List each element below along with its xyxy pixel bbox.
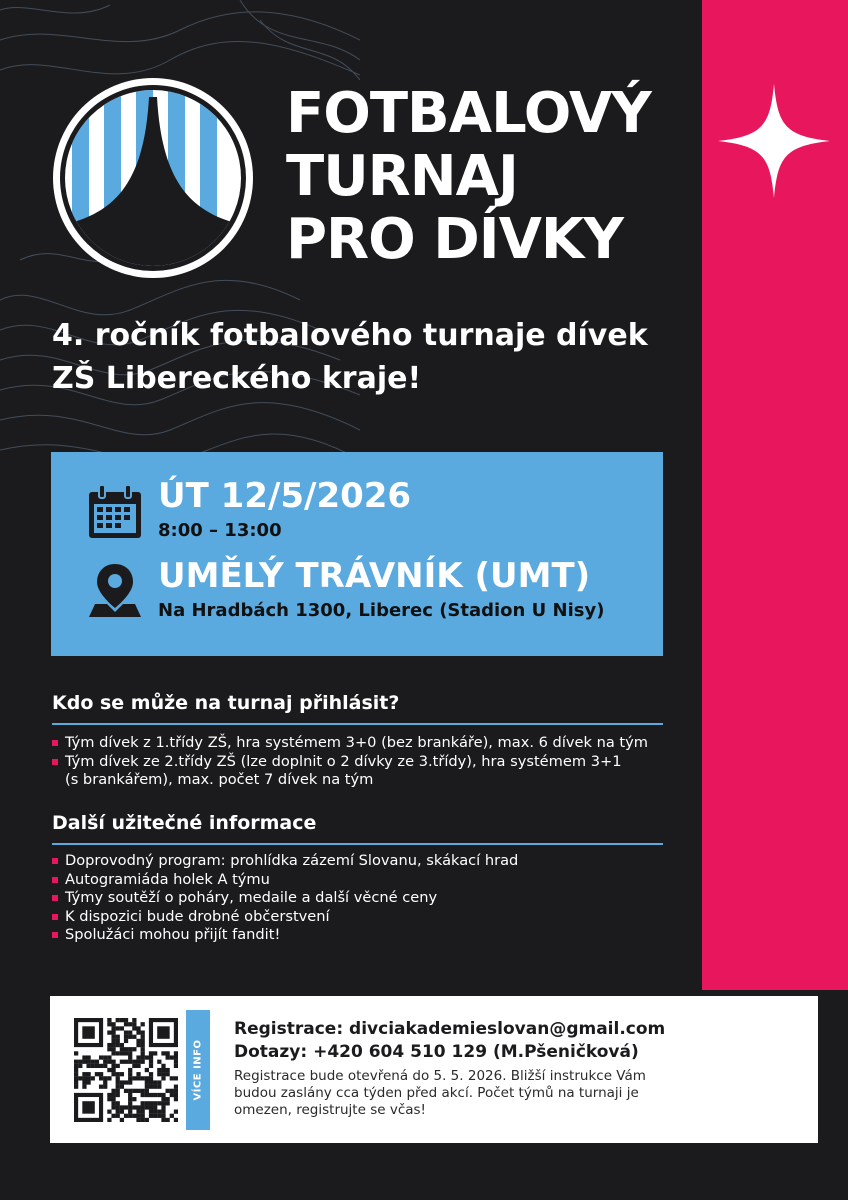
calendar-icon <box>87 484 143 540</box>
list-item-text: Spolužáci mohou přijít fandit! <box>65 926 281 943</box>
list-item-text: Autogramiáda holek A týmu <box>65 870 270 888</box>
registration-note <box>234 1068 674 1119</box>
list-item <box>52 908 672 927</box>
list-item-text: Tým dívek ze 2.třídy ZŠ (lze doplnit o 2 dívky ze 3.třídy), hra systémem 3+1 <box>65 752 622 770</box>
poster-title <box>286 82 651 271</box>
note-line: Registrace bude otevřená do 5. 5. 2026. Bližší instrukce Vám <box>234 1068 646 1084</box>
note-line: omezen, registrujte se včas! <box>234 1102 426 1118</box>
info-heading: Další užitečné informace <box>52 810 663 845</box>
title-line: PRO DÍVKY <box>286 207 623 272</box>
subtitle-line: 4. ročník fotbalového turnaje dívek <box>52 318 648 353</box>
event-details-box <box>51 452 663 656</box>
info-list <box>52 852 672 945</box>
more-info-label: VÍCE INFO <box>192 1039 204 1101</box>
list-item-text: K dispozici bude drobné občerstvení <box>65 907 330 925</box>
sparkle-star-icon <box>718 84 830 198</box>
club-logo <box>52 77 254 279</box>
bullet-square-icon <box>52 932 58 938</box>
bullet-square-icon <box>52 740 58 746</box>
eligibility-heading: Kdo se může na turnaj přihlásit? <box>52 690 663 725</box>
subtitle-line: ZŠ Libereckého kraje! <box>52 361 422 396</box>
event-date: ÚT 12/5/2026 <box>158 476 412 516</box>
bullet-square-icon <box>52 759 58 765</box>
poster-subtitle <box>52 314 682 400</box>
bullet-square-icon <box>52 858 58 864</box>
location-pin-icon <box>87 562 143 618</box>
list-item <box>52 871 672 890</box>
list-item-text: Tým dívek z 1.třídy ZŠ, hra systémem 3+0 (bez brankáře), max. 6 dívek na tým <box>65 734 648 751</box>
more-info-tab <box>186 1010 210 1130</box>
list-item-text: Doprovodný program: prohlídka zázemí Slovanu, skákací hrad <box>65 852 519 869</box>
list-item <box>52 753 672 790</box>
list-item <box>52 889 672 908</box>
list-item-text: Týmy soutěží o poháry, medaile a další věcné ceny <box>65 889 438 906</box>
list-item <box>52 852 672 871</box>
qr-code[interactable] <box>74 1018 178 1122</box>
list-item <box>52 734 672 753</box>
event-time: 8:00 – 13:00 <box>158 520 282 541</box>
title-line: FOTBALOVÝ <box>286 81 651 146</box>
event-address: Na Hradbách 1300, Liberec (Stadion U Nisy) <box>158 600 605 621</box>
event-venue: UMĚLÝ TRÁVNÍK (UMT) <box>158 556 591 596</box>
title-line: TURNAJ <box>286 144 518 209</box>
list-item <box>52 926 672 945</box>
note-line: budou zaslány cca týden před akcí. Počet týmů na turnaji je <box>234 1085 639 1101</box>
bullet-square-icon <box>52 914 58 920</box>
registration-box <box>50 996 818 1143</box>
eligibility-list <box>52 734 672 790</box>
registration-email[interactable]: Registrace: divciakademieslovan@gmail.com <box>234 1019 666 1039</box>
bullet-square-icon <box>52 877 58 883</box>
contact-phone[interactable]: Dotazy: +420 604 510 129 (M.Pšeničková) <box>234 1042 639 1062</box>
bullet-square-icon <box>52 895 58 901</box>
list-item-text: (s brankářem), max. počet 7 dívek na tým <box>65 771 374 788</box>
